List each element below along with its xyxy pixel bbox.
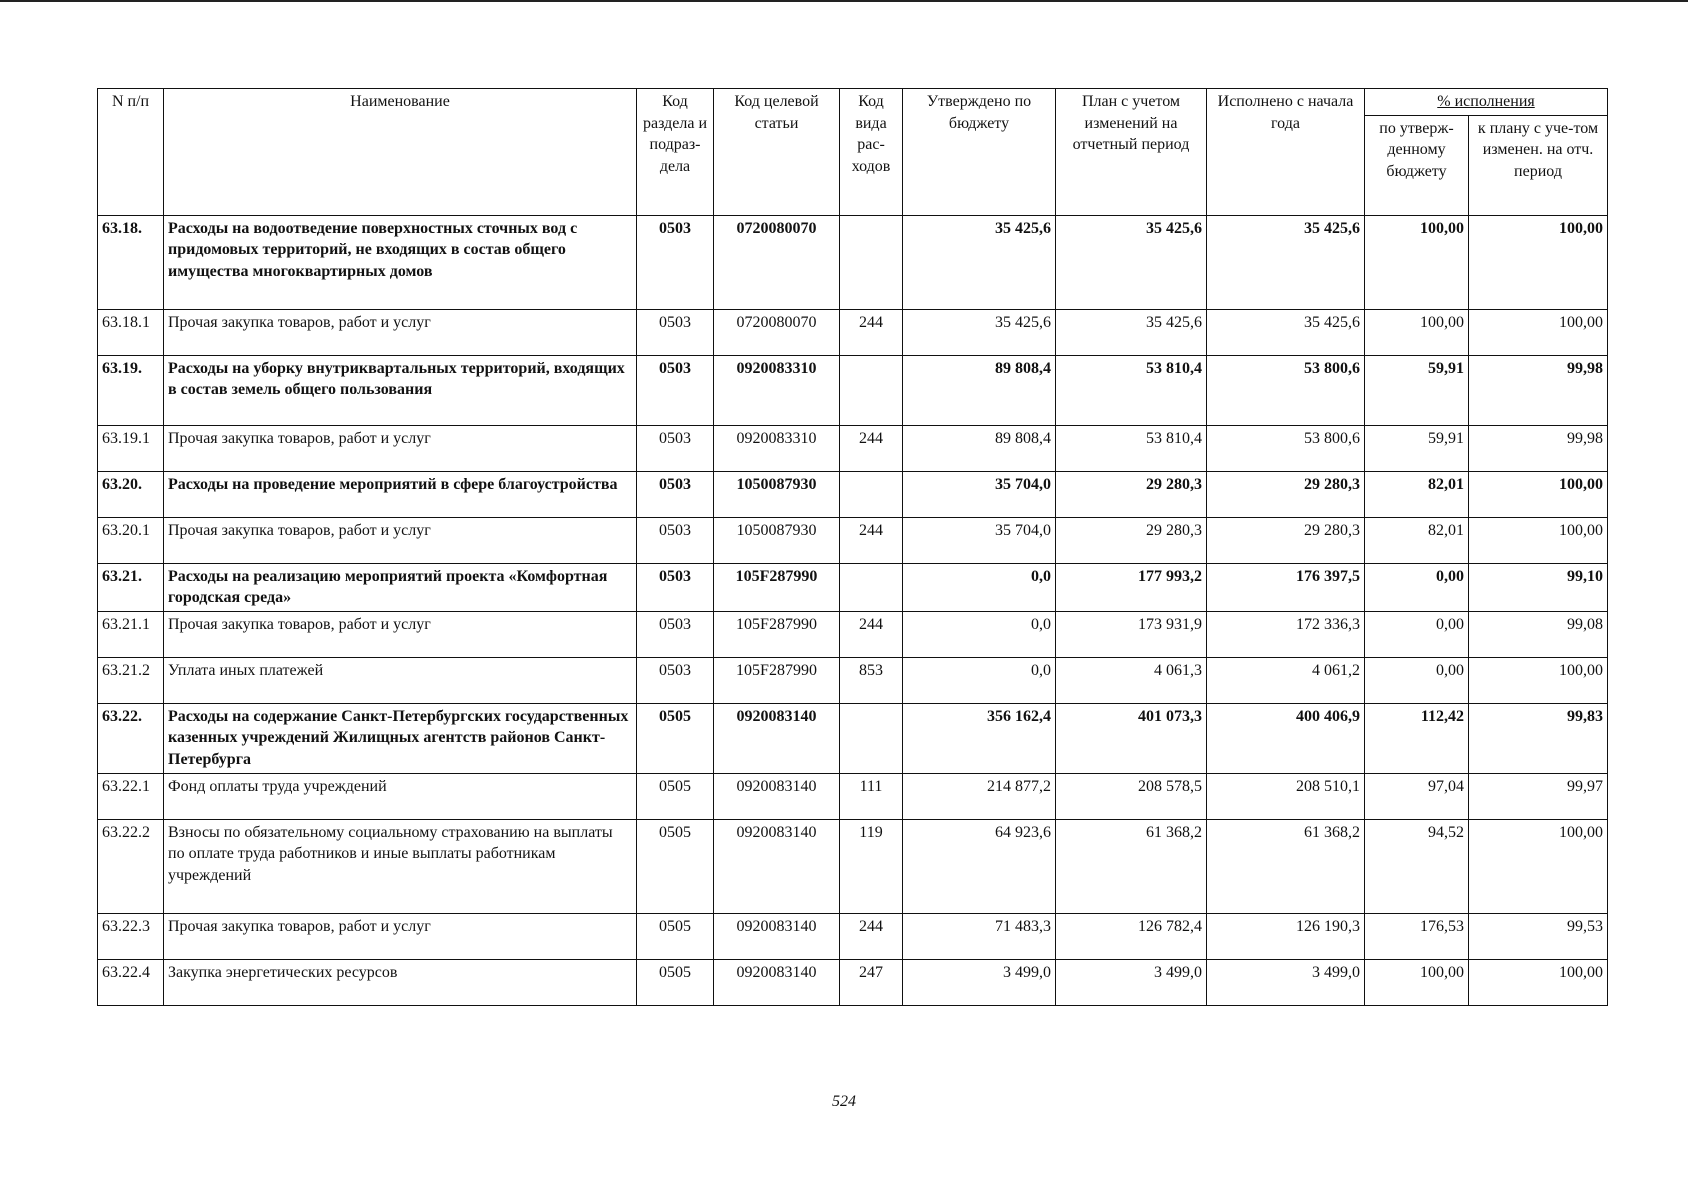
cell-target-code: 0920083140 — [714, 703, 840, 773]
cell-approved: 3 499,0 — [903, 959, 1056, 1005]
cell-target-code: 105F287990 — [714, 563, 840, 611]
cell-kind-code — [840, 471, 903, 517]
top-border-line — [0, 0, 1688, 2]
cell-approved: 35 704,0 — [903, 471, 1056, 517]
cell-pct-plan: 99,97 — [1469, 773, 1608, 819]
cell-pct-plan: 99,08 — [1469, 611, 1608, 657]
cell-num: 63.22. — [98, 703, 164, 773]
cell-executed: 29 280,3 — [1207, 517, 1365, 563]
cell-num: 63.22.1 — [98, 773, 164, 819]
cell-name: Закупка энергетических ресурсов — [164, 959, 637, 1005]
cell-num: 63.18. — [98, 215, 164, 309]
header-executed: Исполнено с начала года — [1207, 89, 1365, 216]
cell-name: Фонд оплаты труда учреждений — [164, 773, 637, 819]
cell-section-code: 0503 — [637, 611, 714, 657]
cell-pct-plan: 99,10 — [1469, 563, 1608, 611]
cell-pct-plan: 99,83 — [1469, 703, 1608, 773]
cell-executed: 35 425,6 — [1207, 309, 1365, 355]
cell-target-code: 0720080070 — [714, 309, 840, 355]
cell-target-code: 0720080070 — [714, 215, 840, 309]
cell-executed: 29 280,3 — [1207, 471, 1365, 517]
cell-name: Расходы на реализацию мероприятий проекта «Комфортная городская среда» — [164, 563, 637, 611]
cell-pct-plan: 100,00 — [1469, 959, 1608, 1005]
cell-pct-plan: 99,98 — [1469, 425, 1608, 471]
cell-pct-plan: 100,00 — [1469, 215, 1608, 309]
cell-kind-code: 247 — [840, 959, 903, 1005]
cell-pct-approved: 112,42 — [1365, 703, 1469, 773]
page-number: 524 — [832, 1093, 856, 1110]
cell-pct-approved: 59,91 — [1365, 355, 1469, 425]
cell-section-code: 0505 — [637, 773, 714, 819]
header-pct-approved: по утверж-денному бюджету — [1365, 115, 1469, 215]
cell-executed: 126 190,3 — [1207, 913, 1365, 959]
cell-target-code: 0920083310 — [714, 355, 840, 425]
cell-section-code: 0505 — [637, 703, 714, 773]
cell-target-code: 1050087930 — [714, 517, 840, 563]
table-row — [98, 703, 1608, 773]
header-approved: Утверждено по бюджету — [903, 89, 1056, 216]
cell-plan: 61 368,2 — [1056, 819, 1207, 913]
cell-executed: 61 368,2 — [1207, 819, 1365, 913]
cell-plan: 35 425,6 — [1056, 309, 1207, 355]
cell-pct-approved: 0,00 — [1365, 657, 1469, 703]
cell-kind-code: 244 — [840, 611, 903, 657]
header-name: Наименование — [164, 89, 637, 216]
cell-num: 63.20.1 — [98, 517, 164, 563]
cell-pct-approved: 100,00 — [1365, 215, 1469, 309]
cell-name: Прочая закупка товаров, работ и услуг — [164, 913, 637, 959]
table-header — [98, 89, 1608, 216]
cell-pct-approved: 59,91 — [1365, 425, 1469, 471]
cell-name: Расходы на уборку внутриквартальных территорий, входящих в состав земель общего пользования — [164, 355, 637, 425]
cell-executed: 35 425,6 — [1207, 215, 1365, 309]
cell-section-code: 0503 — [637, 355, 714, 425]
header-section-code: Код раздела и подраз-дела — [637, 89, 714, 216]
cell-target-code: 0920083140 — [714, 959, 840, 1005]
cell-executed: 176 397,5 — [1207, 563, 1365, 611]
cell-kind-code — [840, 215, 903, 309]
cell-num: 63.21.1 — [98, 611, 164, 657]
cell-approved: 356 162,4 — [903, 703, 1056, 773]
header-pct-group — [1365, 89, 1608, 116]
cell-name: Прочая закупка товаров, работ и услуг — [164, 517, 637, 563]
cell-approved: 64 923,6 — [903, 819, 1056, 913]
cell-section-code: 0505 — [637, 819, 714, 913]
cell-pct-approved: 0,00 — [1365, 563, 1469, 611]
cell-pct-approved: 0,00 — [1365, 611, 1469, 657]
table-row — [98, 471, 1608, 517]
table-row — [98, 773, 1608, 819]
cell-executed: 3 499,0 — [1207, 959, 1365, 1005]
cell-num: 63.21.2 — [98, 657, 164, 703]
cell-section-code: 0505 — [637, 959, 714, 1005]
cell-pct-plan: 100,00 — [1469, 309, 1608, 355]
cell-approved: 214 877,2 — [903, 773, 1056, 819]
cell-pct-approved: 82,01 — [1365, 471, 1469, 517]
cell-section-code: 0503 — [637, 425, 714, 471]
cell-section-code: 0505 — [637, 913, 714, 959]
header-target-code: Код целевой статьи — [714, 89, 840, 216]
cell-approved: 35 425,6 — [903, 309, 1056, 355]
table-row — [98, 355, 1608, 425]
cell-kind-code: 244 — [840, 913, 903, 959]
cell-approved: 89 808,4 — [903, 425, 1056, 471]
cell-approved: 0,0 — [903, 657, 1056, 703]
header-kind-code: Код вида рас-ходов — [840, 89, 903, 216]
cell-pct-plan: 99,98 — [1469, 355, 1608, 425]
cell-approved: 0,0 — [903, 563, 1056, 611]
cell-name: Прочая закупка товаров, работ и услуг — [164, 309, 637, 355]
cell-num: 63.20. — [98, 471, 164, 517]
cell-executed: 400 406,9 — [1207, 703, 1365, 773]
cell-kind-code: 244 — [840, 425, 903, 471]
cell-plan: 208 578,5 — [1056, 773, 1207, 819]
cell-target-code: 0920083310 — [714, 425, 840, 471]
cell-executed: 4 061,2 — [1207, 657, 1365, 703]
cell-plan: 53 810,4 — [1056, 425, 1207, 471]
cell-num: 63.22.4 — [98, 959, 164, 1005]
cell-pct-plan: 100,00 — [1469, 657, 1608, 703]
cell-kind-code: 244 — [840, 309, 903, 355]
budget-table — [97, 88, 1608, 1006]
table-body — [98, 215, 1608, 1005]
cell-name: Расходы на водоотведение поверхностных сточных вод с придомовых территорий, не входящих в состав общего имущества многоквартирных домов — [164, 215, 637, 309]
cell-kind-code: 244 — [840, 517, 903, 563]
cell-executed: 53 800,6 — [1207, 425, 1365, 471]
table-row — [98, 913, 1608, 959]
cell-num: 63.21. — [98, 563, 164, 611]
cell-plan: 53 810,4 — [1056, 355, 1207, 425]
cell-approved: 89 808,4 — [903, 355, 1056, 425]
cell-plan: 4 061,3 — [1056, 657, 1207, 703]
table-row — [98, 611, 1608, 657]
header-pct-group-label: % исполнения — [1437, 93, 1535, 110]
cell-approved: 0,0 — [903, 611, 1056, 657]
cell-pct-approved: 100,00 — [1365, 959, 1469, 1005]
cell-num: 63.19. — [98, 355, 164, 425]
cell-pct-plan: 100,00 — [1469, 471, 1608, 517]
cell-kind-code: 111 — [840, 773, 903, 819]
cell-name: Уплата иных платежей — [164, 657, 637, 703]
header-num: N п/п — [98, 89, 164, 216]
cell-target-code: 0920083140 — [714, 773, 840, 819]
cell-section-code: 0503 — [637, 517, 714, 563]
cell-section-code: 0503 — [637, 471, 714, 517]
cell-target-code: 105F287990 — [714, 657, 840, 703]
cell-section-code: 0503 — [637, 657, 714, 703]
cell-kind-code: 853 — [840, 657, 903, 703]
cell-plan: 401 073,3 — [1056, 703, 1207, 773]
cell-executed: 172 336,3 — [1207, 611, 1365, 657]
cell-plan: 177 993,2 — [1056, 563, 1207, 611]
table-row — [98, 959, 1608, 1005]
cell-kind-code: 119 — [840, 819, 903, 913]
document-page — [97, 88, 1608, 1006]
cell-pct-approved: 94,52 — [1365, 819, 1469, 913]
header-plan: План с учетом изменений на отчетный период — [1056, 89, 1207, 216]
cell-name: Взносы по обязательному социальному страхованию на выплаты по оплате труда работников и иные выплаты работникам учреждений — [164, 819, 637, 913]
cell-pct-approved: 176,53 — [1365, 913, 1469, 959]
cell-num: 63.22.3 — [98, 913, 164, 959]
cell-target-code: 0920083140 — [714, 819, 840, 913]
cell-num: 63.19.1 — [98, 425, 164, 471]
cell-approved: 35 704,0 — [903, 517, 1056, 563]
cell-kind-code — [840, 703, 903, 773]
cell-approved: 71 483,3 — [903, 913, 1056, 959]
table-row — [98, 563, 1608, 611]
cell-num: 63.22.2 — [98, 819, 164, 913]
table-row — [98, 517, 1608, 563]
cell-kind-code — [840, 563, 903, 611]
table-row — [98, 819, 1608, 913]
cell-name: Прочая закупка товаров, работ и услуг — [164, 611, 637, 657]
table-row — [98, 309, 1608, 355]
cell-pct-approved: 82,01 — [1365, 517, 1469, 563]
table-row — [98, 657, 1608, 703]
cell-section-code: 0503 — [637, 215, 714, 309]
cell-plan: 3 499,0 — [1056, 959, 1207, 1005]
cell-plan: 173 931,9 — [1056, 611, 1207, 657]
cell-target-code: 1050087930 — [714, 471, 840, 517]
cell-plan: 126 782,4 — [1056, 913, 1207, 959]
cell-name: Прочая закупка товаров, работ и услуг — [164, 425, 637, 471]
cell-pct-plan: 99,53 — [1469, 913, 1608, 959]
cell-pct-approved: 100,00 — [1365, 309, 1469, 355]
cell-num: 63.18.1 — [98, 309, 164, 355]
cell-pct-plan: 100,00 — [1469, 819, 1608, 913]
table-row — [98, 425, 1608, 471]
table-row — [98, 215, 1608, 309]
cell-target-code: 0920083140 — [714, 913, 840, 959]
cell-plan: 29 280,3 — [1056, 517, 1207, 563]
cell-executed: 208 510,1 — [1207, 773, 1365, 819]
cell-executed: 53 800,6 — [1207, 355, 1365, 425]
cell-plan: 35 425,6 — [1056, 215, 1207, 309]
cell-pct-plan: 100,00 — [1469, 517, 1608, 563]
cell-name: Расходы на содержание Санкт-Петербургских государственных казенных учреждений Жилищных агентств районов Санкт-Петербурга — [164, 703, 637, 773]
cell-kind-code — [840, 355, 903, 425]
cell-section-code: 0503 — [637, 309, 714, 355]
cell-name: Расходы на проведение мероприятий в сфере благоустройства — [164, 471, 637, 517]
cell-plan: 29 280,3 — [1056, 471, 1207, 517]
cell-target-code: 105F287990 — [714, 611, 840, 657]
cell-pct-approved: 97,04 — [1365, 773, 1469, 819]
cell-section-code: 0503 — [637, 563, 714, 611]
header-pct-plan: к плану с уче-том изменен. на отч. период — [1469, 115, 1608, 215]
cell-approved: 35 425,6 — [903, 215, 1056, 309]
